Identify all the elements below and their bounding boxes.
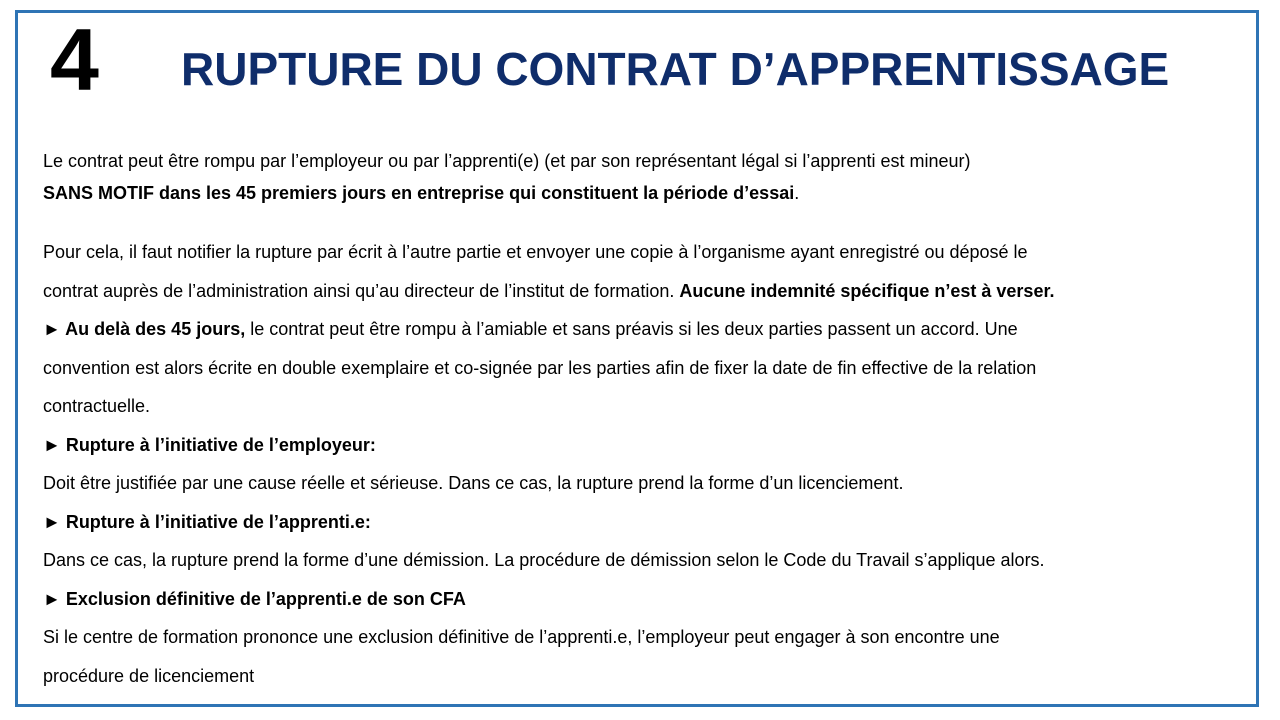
beyond-45-days-bold: ► Au delà des 45 jours, bbox=[43, 319, 246, 339]
intro-line-1: Le contrat peut être rompu par l’employeur ou par l’apprenti(e) (et par son représentant légal si l’apprenti est mineur) bbox=[43, 151, 971, 171]
trial-period-bold: SANS MOTIF dans les 45 premiers jours en entreprise qui constituent la période d’essai bbox=[43, 183, 795, 203]
slide-body bbox=[43, 145, 1253, 695]
notify-line-1: Pour cela, il faut notifier la rupture par écrit à l’autre partie et envoyer une copie à l’organisme ayant enregistré ou déposé le bbox=[43, 242, 1028, 262]
exclusion-line-2: procédure de licenciement bbox=[43, 665, 255, 686]
intro-period: . bbox=[794, 183, 800, 203]
employer-rupture-heading: ► Rupture à l’initiative de l’employeur: bbox=[43, 434, 376, 455]
beyond-line-3: contractuelle. bbox=[43, 396, 151, 416]
paragraph-gap bbox=[43, 209, 1253, 233]
apprentice-rupture-heading: ► Rupture à l’initiative de l’apprenti.e: bbox=[43, 511, 371, 532]
page-title: RUPTURE DU CONTRAT D’APPRENTISSAGE bbox=[181, 43, 1170, 95]
exclusion-heading: ► Exclusion définitive de l’apprenti.e de son CFA bbox=[43, 588, 466, 609]
section-number: 4 bbox=[50, 10, 99, 109]
no-indemnity-bold: Aucune indemnité spécifique n’est à verser. bbox=[679, 280, 1055, 301]
notify-line-2 bbox=[43, 272, 1253, 311]
notify-text: contrat auprès de l’administration ainsi qu’au directeur de l’institut de formation. bbox=[43, 280, 680, 301]
beyond-text: le contrat peut être rompu à l’amiable et sans préavis si les deux parties passent un accord. Une bbox=[245, 319, 1018, 339]
employer-rupture-text: Doit être justifiée par une cause réelle et sérieuse. Dans ce cas, la rupture prend la forme d’un licenciement. bbox=[43, 473, 904, 493]
beyond-line-2: convention est alors écrite en double exemplaire et co-signée par les parties afin de fixer la date de fin effective de la relation bbox=[43, 357, 1037, 378]
exclusion-line-1: Si le centre de formation prononce une exclusion définitive de l’apprenti.e, l’employeur peut engager à son encontre une bbox=[43, 627, 1000, 647]
beyond-line-1 bbox=[43, 310, 1253, 349]
apprentice-rupture-text: Dans ce cas, la rupture prend la forme d’une démission. La procédure de démission selon le Code du Travail s’applique alors. bbox=[43, 550, 1045, 570]
intro-line-2 bbox=[43, 177, 1253, 209]
